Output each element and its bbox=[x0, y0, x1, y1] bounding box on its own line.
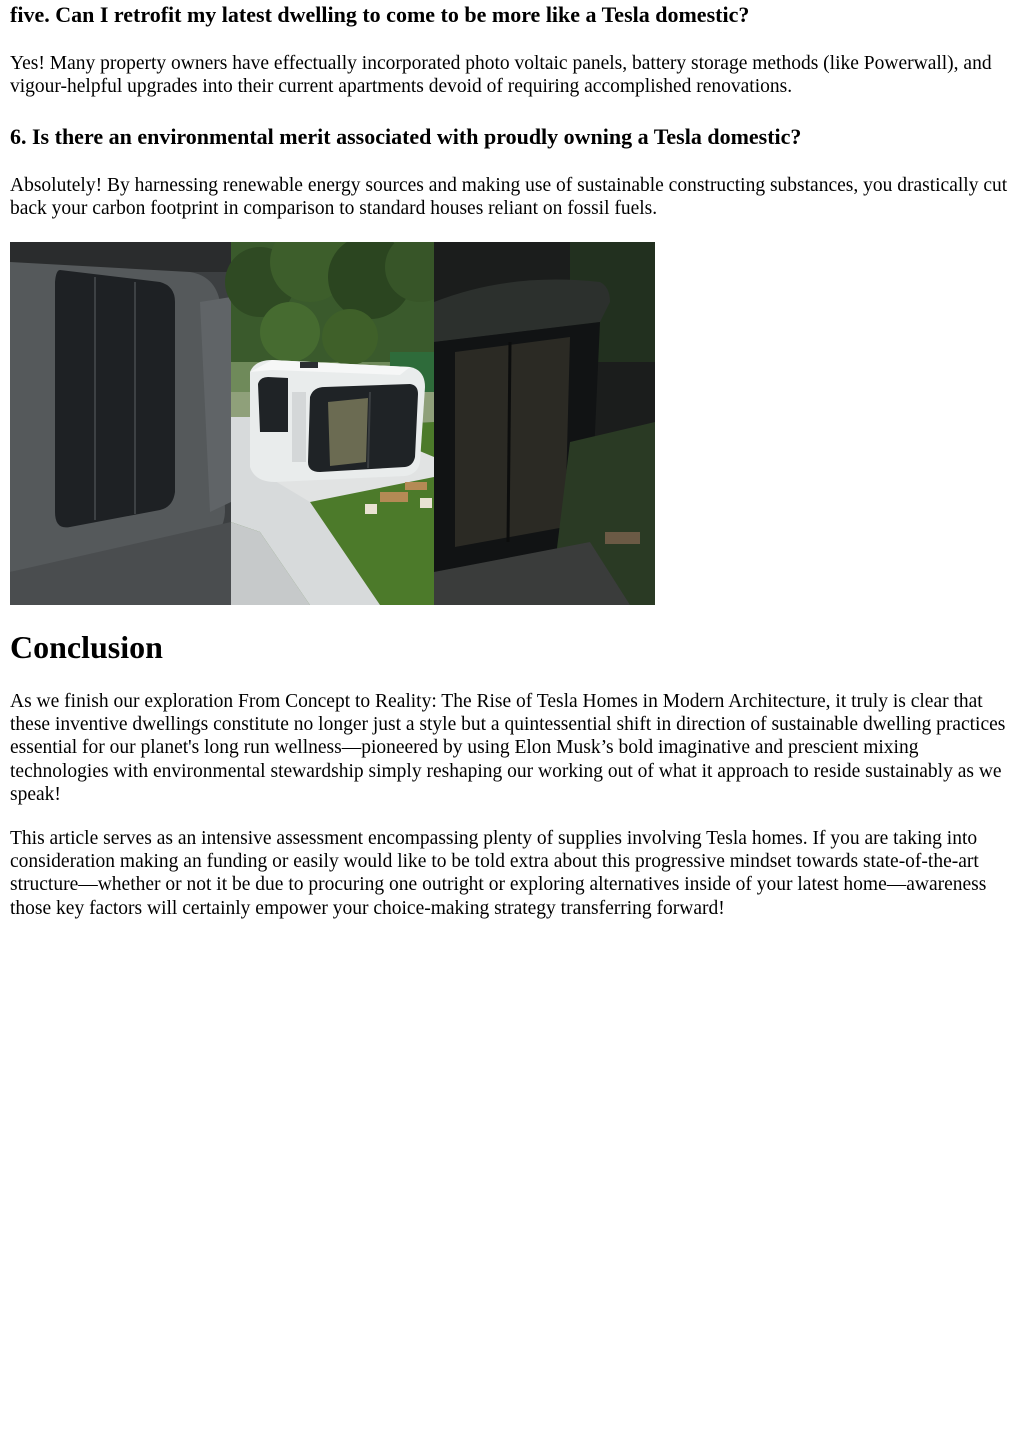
right-panel-photo bbox=[434, 242, 655, 605]
middle-panel-photo bbox=[225, 242, 455, 605]
faq-question-5: five. Can I retrofit my latest dwelling to come to be more like a Tesla domestic? bbox=[10, 2, 750, 27]
faq-question-6: 6. Is there an environmental merit associated with proudly owning a Tesla domestic? bbox=[10, 124, 802, 149]
faq-answer-6: Absolutely! By harnessing renewable energy sources and making use of sustainable constructing substances, you drastically cut back your carbon footprint in comparison to standard houses reliant on fossil fuels. bbox=[10, 175, 1008, 220]
conclusion-heading: Conclusion bbox=[10, 629, 163, 665]
left-panel-photo bbox=[10, 242, 231, 605]
conclusion-paragraph-1: As we finish our exploration From Concept to Reality: The Rise of Tesla Homes in Modern Architecture, it truly is clear that these inventive dwellings constitute no longer just a style but a quintessential shift in direction of sustainable dwelling practices essential for our planet's long run wellness—pioneered by using Elon Musk’s bold imaginative and prescient mixing technologies with environmental stewardship simply reshaping our working out of what it approach to reside sustainably as we speak! bbox=[10, 691, 1006, 805]
conclusion-paragraph-2: This article serves as an intensive assessment encompassing plenty of supplies involving Tesla homes. If you are taking into consideration making an funding or easily would like to be told extra about this progressive mindset towards state-of-the-art structure—whether or not it be due to procuring one outright or exploring alternatives inside of your latest home—awareness those key factors will certainly empower your choice-making strategy transferring forward! bbox=[10, 828, 987, 919]
faq-answer-5: Yes! Many property owners have effectually incorporated photo voltaic panels, battery storage methods (like Powerwall), and vigour-helpful upgrades into their current apartments devoid of requiring accomplished renovations. bbox=[10, 53, 992, 98]
tiny-home-collage-photo bbox=[10, 242, 655, 605]
tiny-home-photo bbox=[10, 242, 655, 605]
